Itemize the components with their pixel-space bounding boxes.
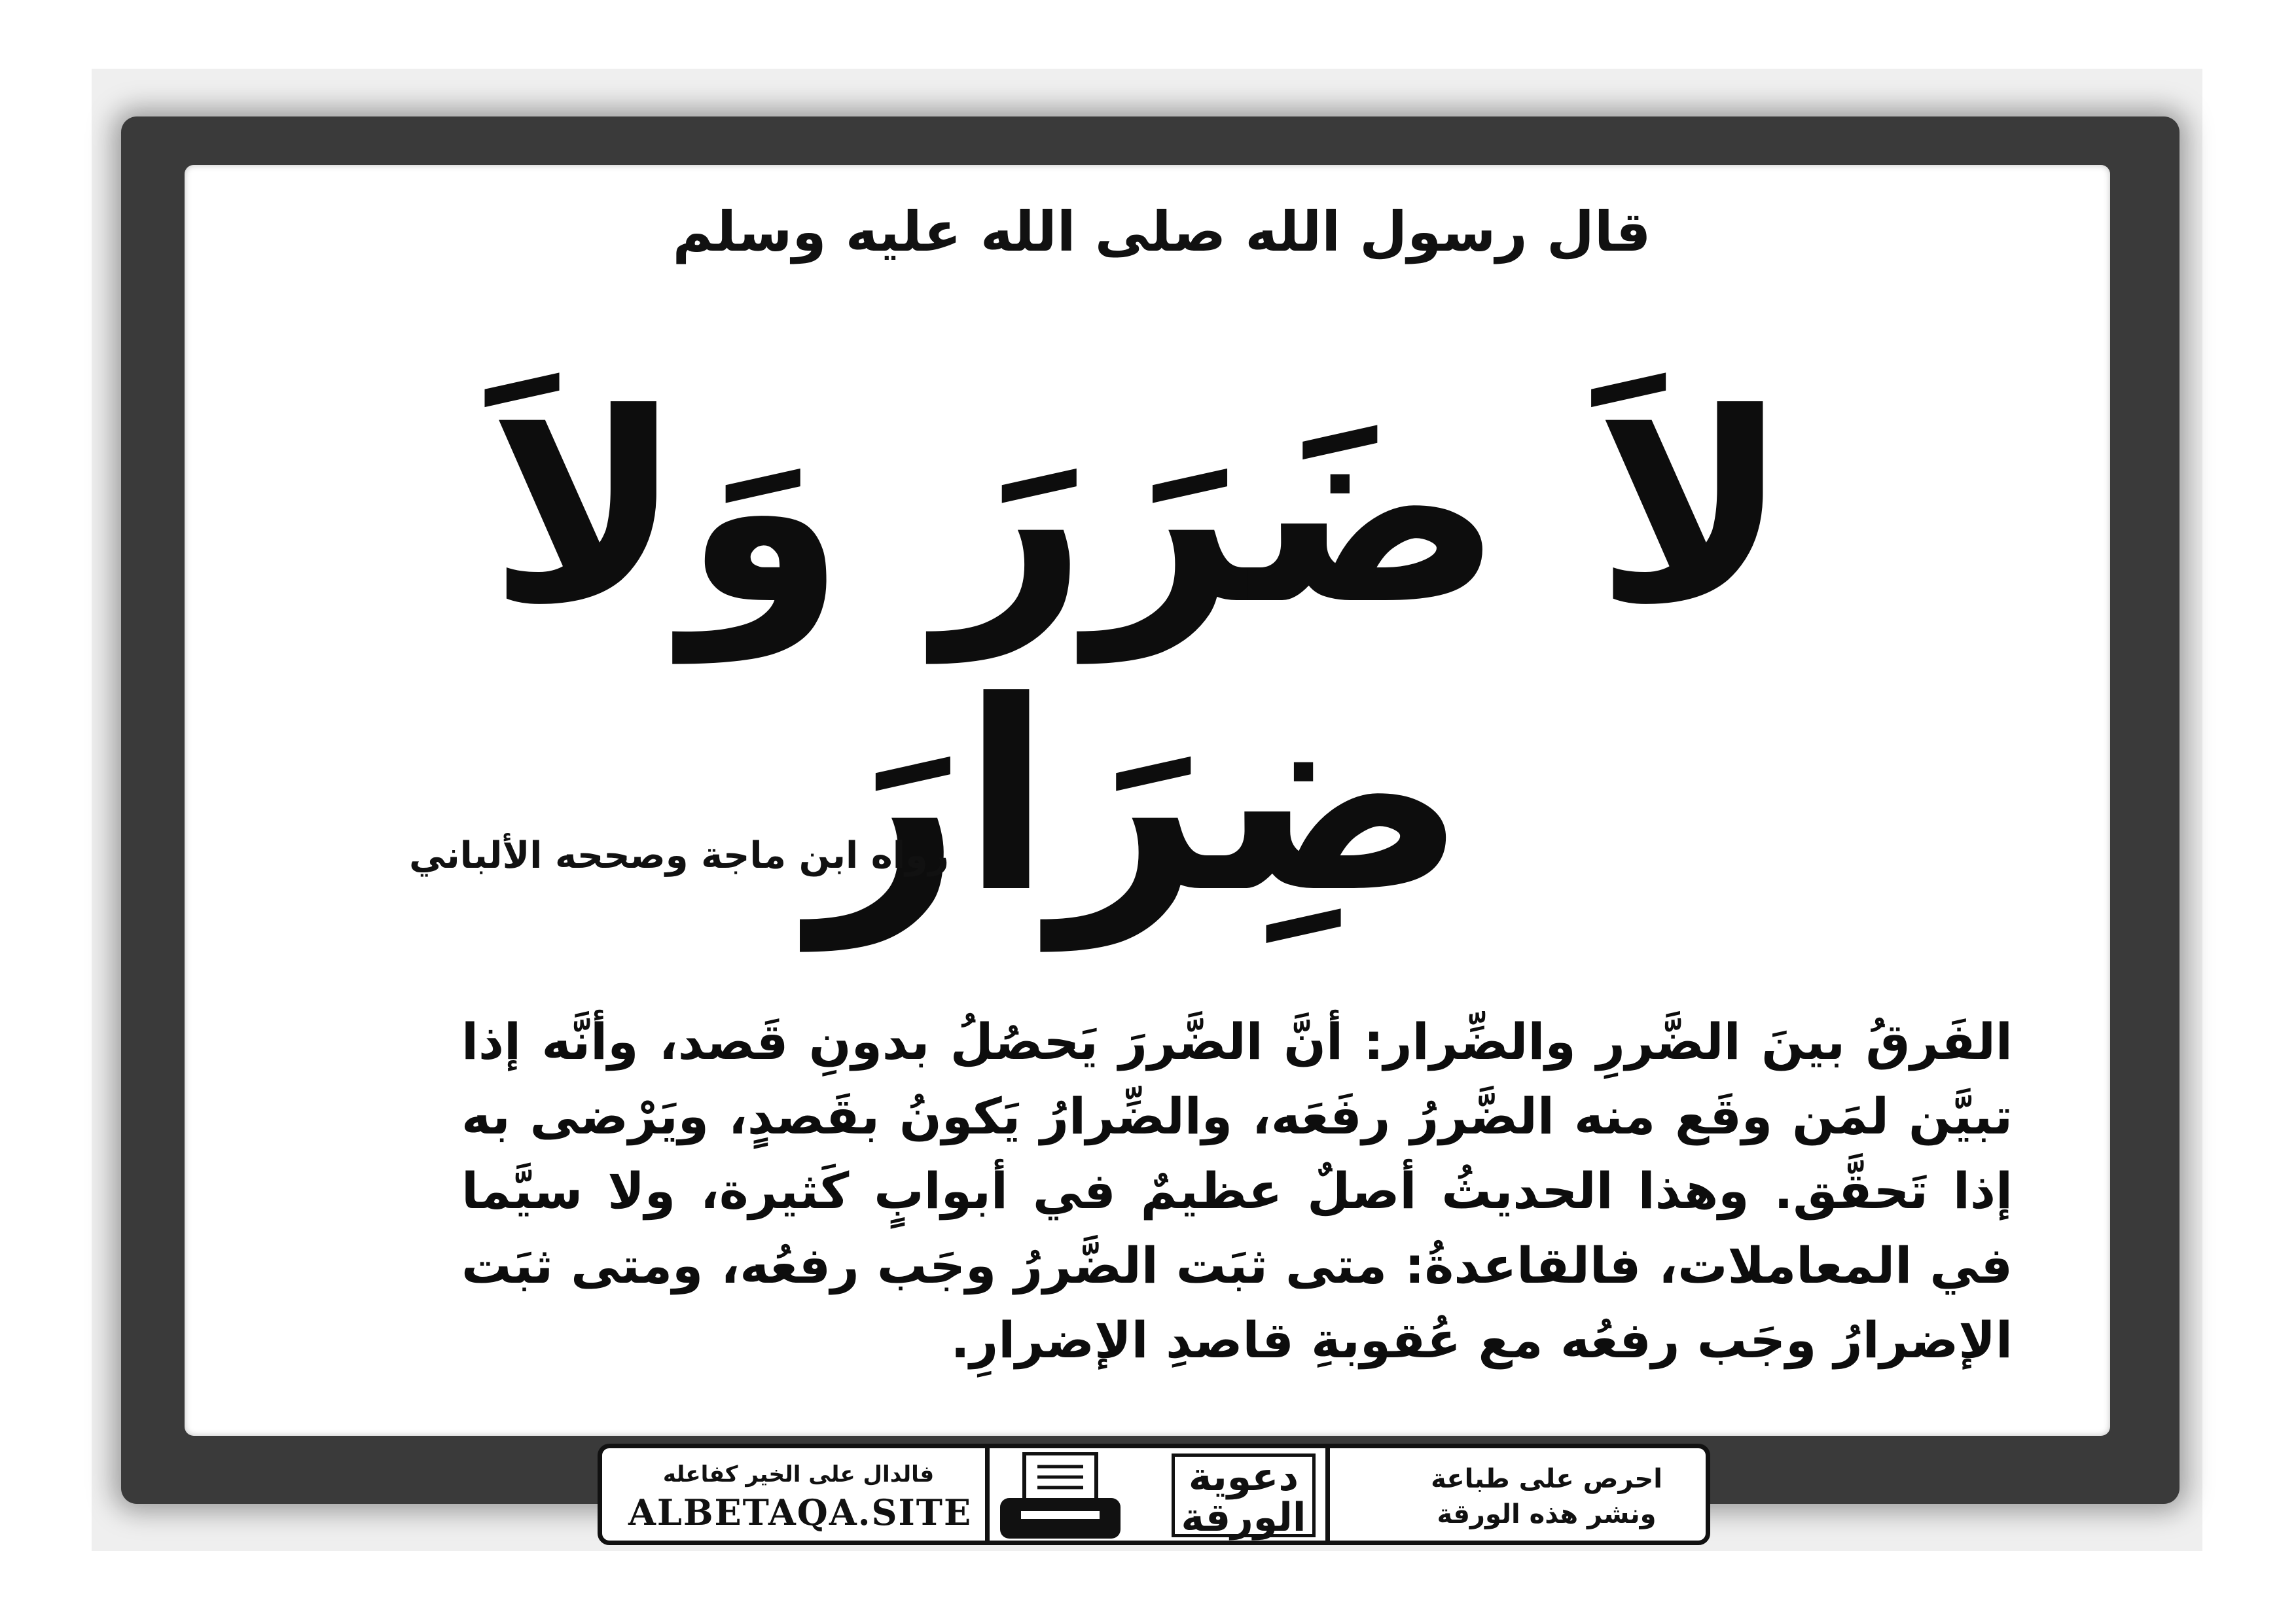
- site-url: ALBETAQA.SITE: [628, 1491, 973, 1533]
- logo-line-2: الورقة: [1181, 1495, 1306, 1541]
- explanation-paragraph: الفَرقُ بينَ الضَّررِ والضِّرار: أنَّ الضَّررَ يَحصُلُ بدونِ قَصد، وأنَّه إذا تبيَّن لمَن وقَع منه الضَّررُ رفَعَه، والضِّرارُ يَكونُ بقَصدٍ، ويَرْضى به إذا تَحقَّق. وهذا الحديثُ أصلٌ عظيمٌ في أبوابٍ كَثيرة، ولا سيَّما في المعاملات، فالقاعدةُ: متى ثبَت الضَّررُ وجَب رفعُه، ومتى ثبَت الإضرارُ وجَب رفعُه مع عُقوبةِ قاصدِ الإضرارِ.: [461, 1012, 2013, 1369]
- cta-line-1: احرص على طباعة: [1431, 1464, 1662, 1494]
- cta-line-2: ونشر هذه الورقة: [1437, 1499, 1657, 1529]
- logo: [1172, 1454, 1316, 1541]
- source-citation: رواه ابن ماجة وصححه الألباني: [408, 834, 949, 877]
- hadith-text: لاَ ضَرَرَ وَلاَ ضِرَارَ: [488, 358, 1790, 950]
- attribution-heading: قال رسول الله صلى الله عليه وسلم: [672, 200, 1651, 264]
- printer-icon: [995, 1452, 1126, 1544]
- print-call-to-action: [1399, 1461, 1694, 1532]
- proverb-text: فالدال على الخير كفاعله: [662, 1461, 935, 1488]
- logo-line-1: دعوية: [1188, 1454, 1299, 1500]
- footer-divider: [985, 1448, 990, 1541]
- footer-divider: [1325, 1448, 1330, 1541]
- site-block: [628, 1457, 973, 1533]
- footer-bar: [598, 1444, 1710, 1545]
